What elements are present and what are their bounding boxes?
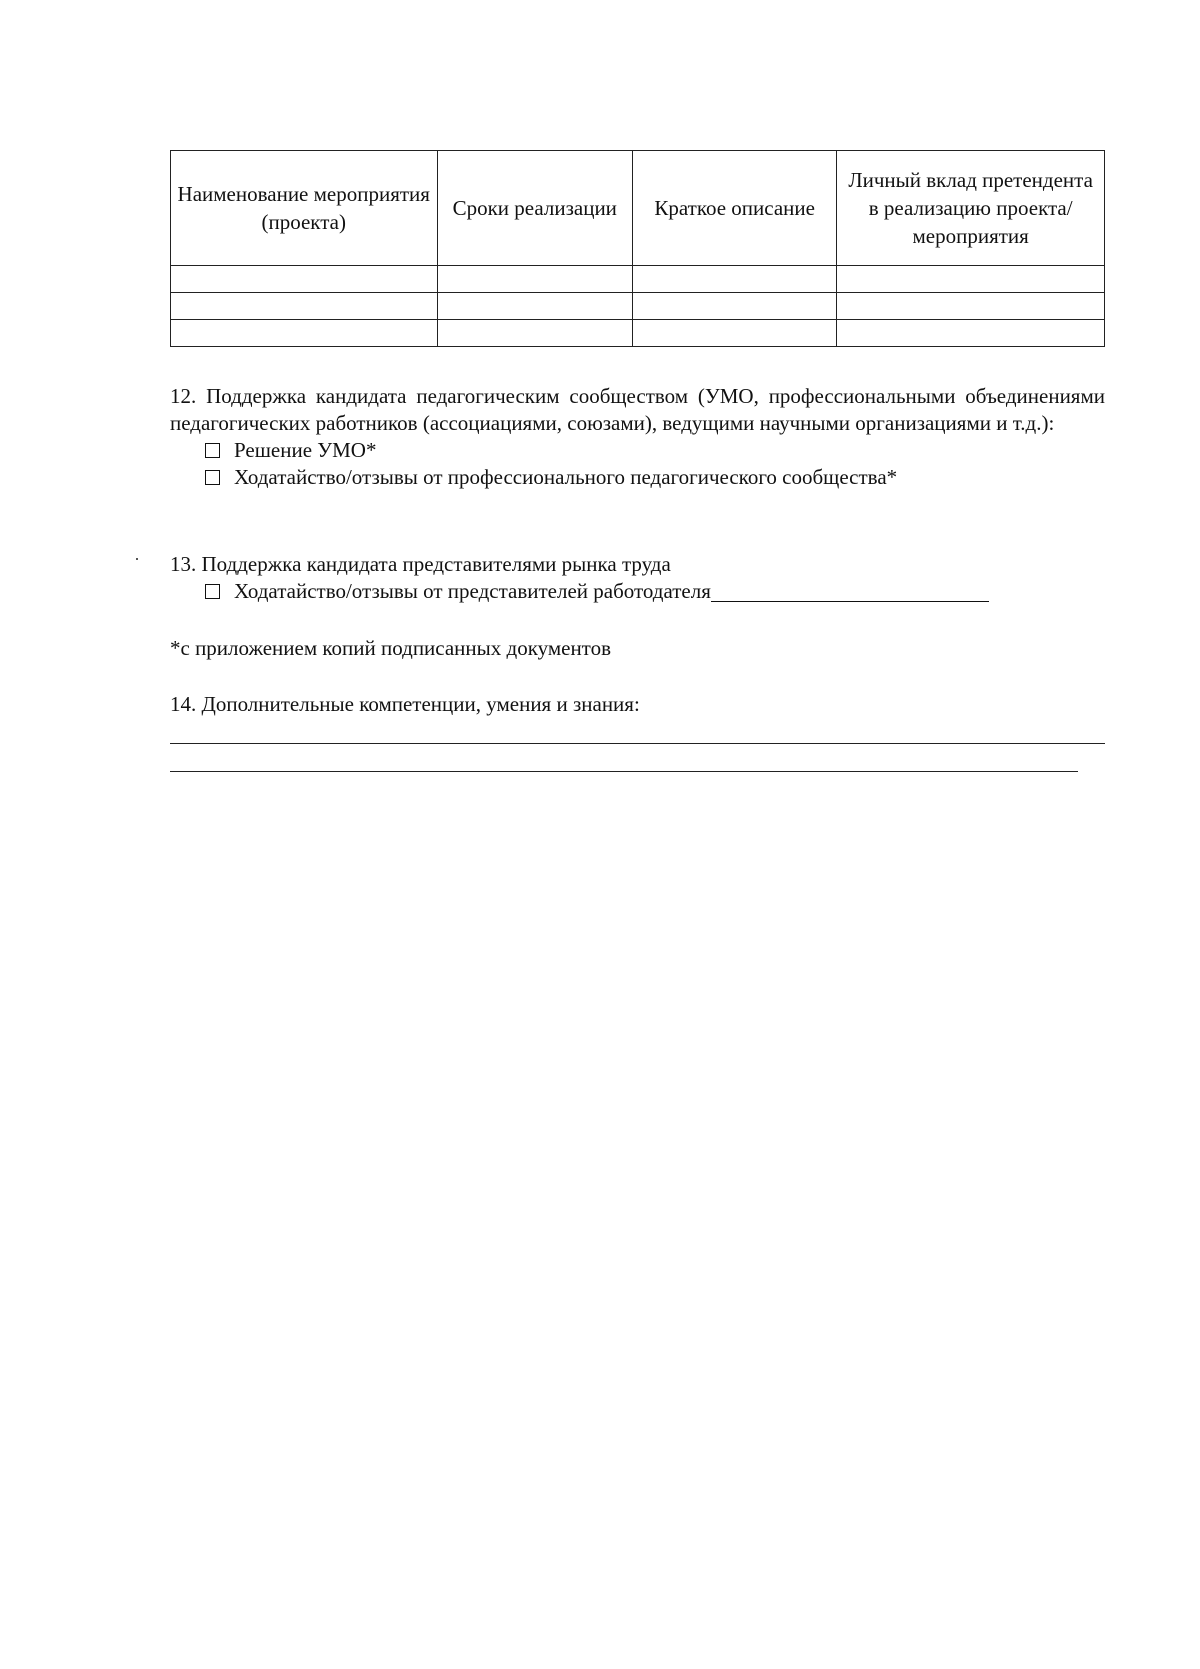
header-event-name: Наименование мероприятия (проекта)	[171, 151, 438, 266]
table-cell[interactable]	[633, 320, 837, 347]
option-employer-petition[interactable]	[170, 578, 1105, 605]
table-cell[interactable]	[837, 293, 1105, 320]
footnote: *с приложением копий подписанных документов	[170, 636, 611, 660]
table-cell[interactable]	[837, 320, 1105, 347]
section-13-text: 13. Поддержка кандидата представителями рынка труда	[170, 552, 671, 576]
employer-fill-line[interactable]	[711, 581, 989, 602]
table-cell[interactable]	[171, 320, 438, 347]
projects-table	[170, 150, 1105, 347]
option-label: Ходатайство/отзывы от представителей работодателя	[234, 579, 711, 603]
section-12	[170, 383, 1105, 491]
table-row	[171, 320, 1105, 347]
section-13	[170, 551, 1105, 605]
option-label: Решение УМО*	[234, 438, 377, 462]
checkbox-icon[interactable]	[205, 443, 220, 458]
table-row	[171, 293, 1105, 320]
checkbox-icon[interactable]	[205, 470, 220, 485]
table-cell[interactable]	[837, 266, 1105, 293]
table-cell[interactable]	[437, 266, 633, 293]
scan-artifact	[136, 558, 138, 560]
table-header-row	[171, 151, 1105, 266]
option-label: Ходатайство/отзывы от профессионального педагогического сообщества*	[234, 465, 898, 489]
table-cell[interactable]	[171, 293, 438, 320]
section-14-text: 14. Дополнительные компетенции, умения и знания:	[170, 692, 640, 716]
header-description: Краткое описание	[633, 151, 837, 266]
answer-line[interactable]	[170, 743, 1105, 744]
table-cell[interactable]	[437, 293, 633, 320]
table-cell[interactable]	[633, 266, 837, 293]
table-cell[interactable]	[171, 266, 438, 293]
table-row	[171, 266, 1105, 293]
table-cell[interactable]	[437, 320, 633, 347]
checkbox-icon[interactable]	[205, 584, 220, 599]
option-umo-decision[interactable]	[170, 437, 1105, 464]
table-cell[interactable]	[633, 293, 837, 320]
option-community-petition[interactable]	[170, 464, 1105, 491]
header-timeframe: Сроки реализации	[437, 151, 633, 266]
answer-line[interactable]	[170, 771, 1078, 772]
section-12-text: 12. Поддержка кандидата педагогическим сообществом (УМО, профессиональными объединениями педагогических работников (ассоциациями, союзами), ведущими научными организациями и т.д.):	[170, 384, 1105, 435]
header-personal-contribution: Личный вклад претендента в реализацию проекта/мероприятия	[837, 151, 1105, 266]
